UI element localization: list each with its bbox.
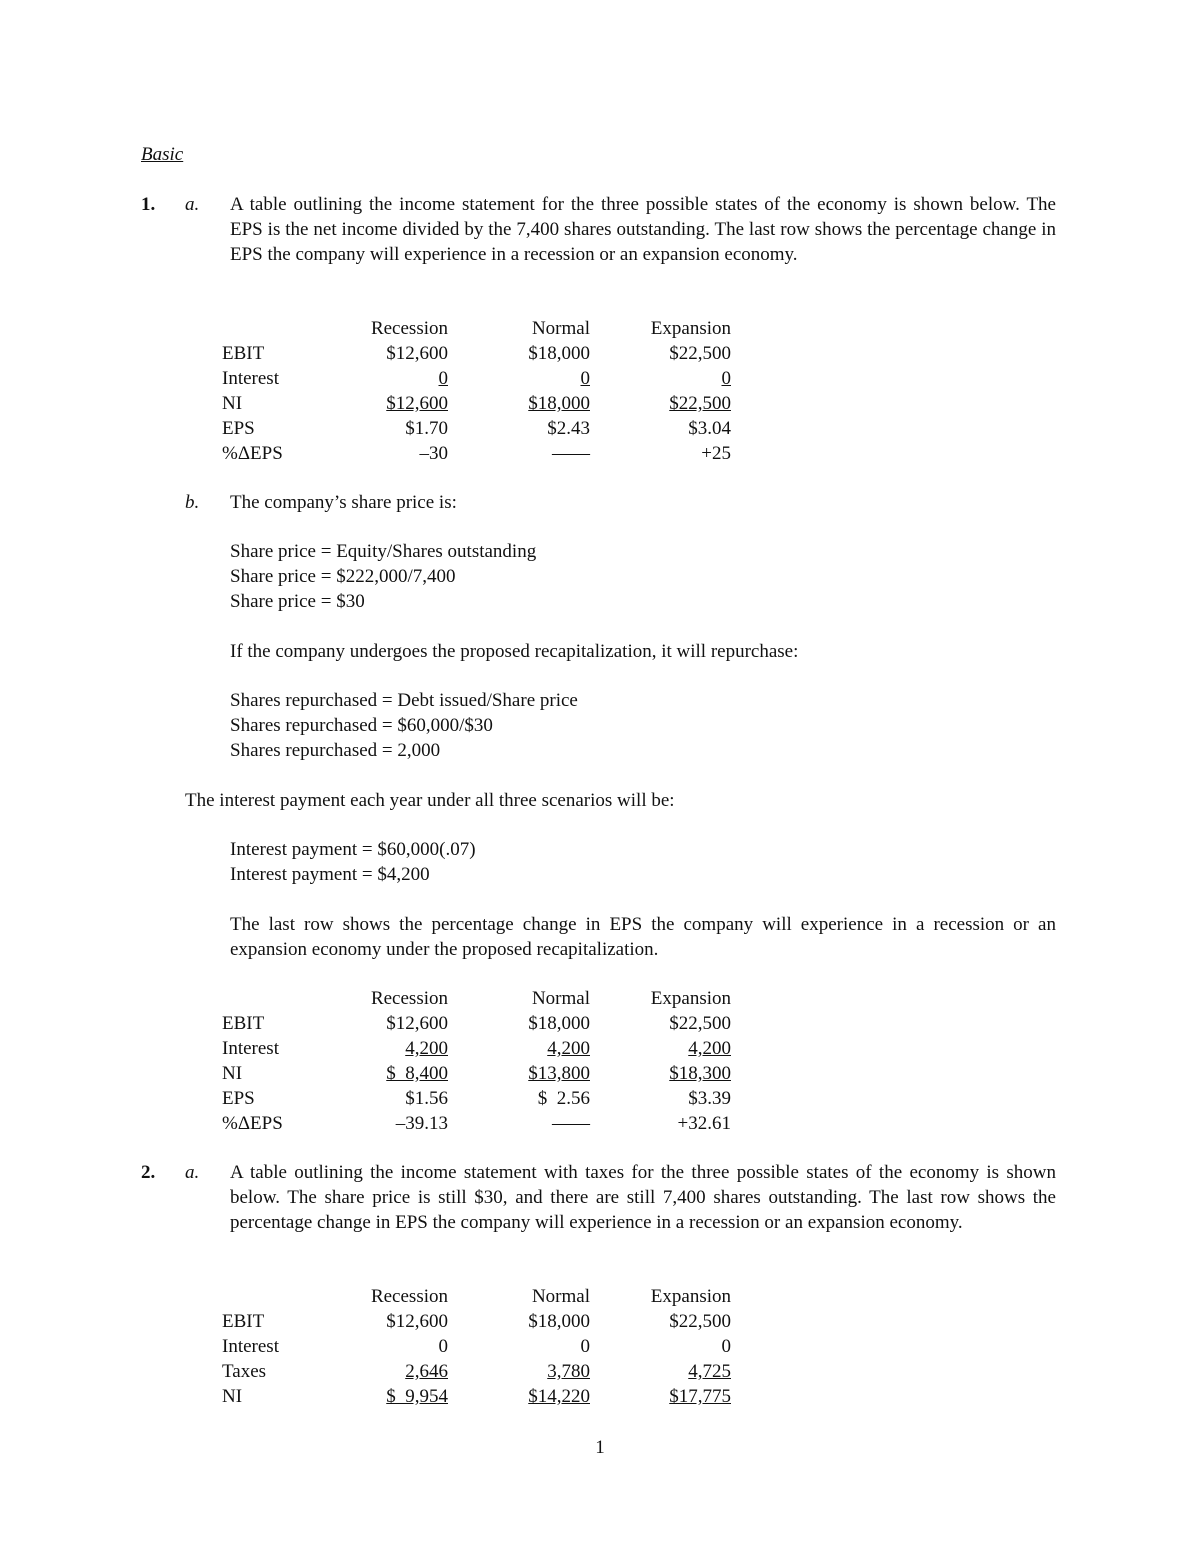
question-2a-paragraph: A table outlining the income statement with taxes for the three possible states of the economy is shown below. The share price is still $30, and there are still 7,400 shares outstanding. The last row shows the percentage change in EPS the company will experience in a recession or an expansion economy. [230,1162,1056,1233]
equation-shares-repurchased-2: Shares repurchased = $60,000/$30 [230,715,493,736]
question-2a-letter: a. [185,1162,200,1183]
table-row-interest: Interest 0 0 0 [222,368,731,389]
table-row-ebit: EBIT $12,600 $18,000 $22,500 [222,343,731,364]
table-header-row [222,316,731,341]
table-1-income-statement [222,316,731,466]
table-row-ni: NI $12,600 $18,000 $22,500 [222,393,731,414]
table-2-recap-income-statement [222,986,731,1136]
table-row-ebit: EBIT $12,600 $18,000 $22,500 [222,1311,731,1332]
table-row-eps-change: %ΔEPS –39.13 —— +32.61 [222,1113,731,1134]
table-row-eps: EPS $1.70 $2.43 $3.04 [222,418,731,439]
table-row-taxes: Taxes 2,646 3,780 4,725 [222,1361,731,1382]
table-row-ebit: EBIT $12,600 $18,000 $22,500 [222,1013,731,1034]
header-recession: Recession [370,318,448,339]
table-row-interest: Interest 4,200 4,200 4,200 [222,1038,731,1059]
question-1b-letter: b. [185,492,200,513]
table-3-income-statement-with-taxes [222,1284,731,1409]
equation-shares-repurchased-3: Shares repurchased = 2,000 [230,740,441,761]
equation-interest-1: Interest payment = $60,000(.07) [230,839,476,860]
header-expansion: Expansion [650,318,731,339]
equation-share-price-1: Share price = Equity/Shares outstanding [230,541,537,562]
header-normal: Normal [531,318,590,339]
equation-interest-2: Interest payment = $4,200 [230,864,430,885]
share-price-intro: The company’s share price is: [230,492,457,513]
table-row-interest: Interest 0 0 0 [222,1336,731,1357]
section-title: Basic [141,144,184,165]
table-row-ni: NI $ 9,954 $14,220 $17,775 [222,1386,731,1407]
equation-share-price-2: Share price = $222,000/7,400 [230,566,456,587]
table-header-row: Recession Normal Expansion [370,1286,731,1307]
page-number: 1 [595,1437,605,1458]
repurchase-intro: If the company undergoes the proposed recapitalization, it will repurchase: [230,641,799,662]
question-1a-paragraph: A table outlining the income statement for the three possible states of the economy is shown below. The EPS is the net income divided by the 7,400 shares outstanding. The last row shows the percentage change in EPS the company will experience in a recession or an expansion economy. [230,194,1056,265]
question-2-number: 2. [141,1162,156,1183]
table-row-eps-change: %ΔEPS –30 —— +25 [222,443,731,464]
table-row-ni: NI $ 8,400 $13,800 $18,300 [222,1063,731,1084]
recap-paragraph: The last row shows the percentage change in EPS the company will experience in a recession or an expansion economy under the proposed recapitalization. [230,914,1056,960]
equation-share-price-3: Share price = $30 [230,591,365,612]
question-1a-letter: a. [185,194,200,215]
question-1-number: 1. [141,194,156,215]
interest-intro: The interest payment each year under all three scenarios will be: [185,790,675,811]
table-row-eps: EPS $1.56 $ 2.56 $3.39 [222,1088,731,1109]
table-header-row: Recession Normal Expansion [370,988,731,1009]
equation-shares-repurchased-1: Shares repurchased = Debt issued/Share price [230,690,578,711]
